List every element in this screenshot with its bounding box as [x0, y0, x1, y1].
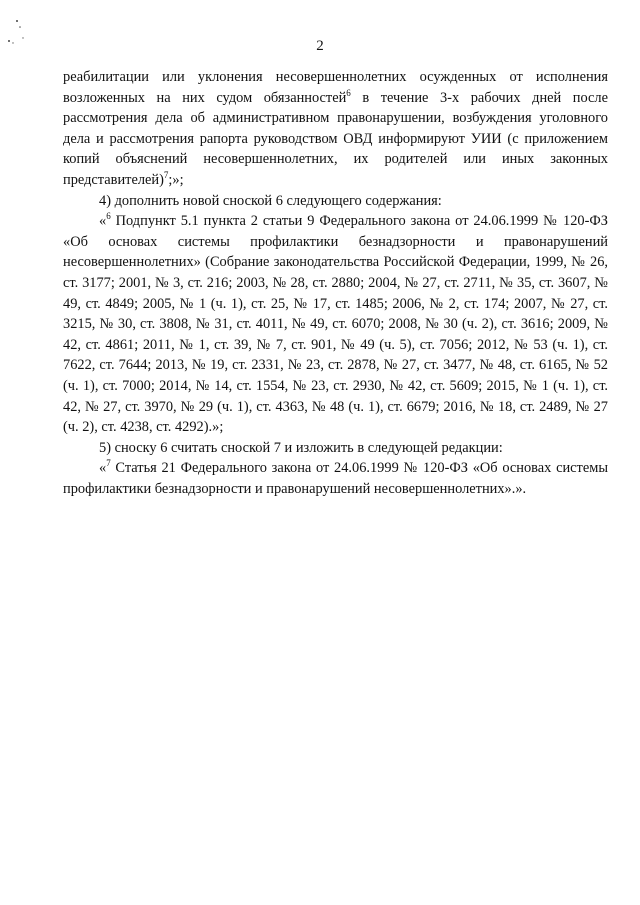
- text-run: «: [99, 213, 107, 230]
- footnote-ref: 7: [163, 169, 169, 180]
- paragraph: [63, 191, 608, 212]
- page-number: 2: [316, 38, 324, 54]
- text-run: Подпункт 5.1 пункта 2 статьи 9 Федерального закона от 24.06.1999 № 120-ФЗ «Об основах системы профилактики безнадзорности и правонарушений несовершеннолетних» (Собрание законодательства Российской Федерации, 1999, № 26, ст. 3177; 2001, № 3, ст. 216; 2003, № 28, ст. 2880; 2004, № 27, ст. 2711, № 35, ст. 3607, № 49, ст. 4849; 2005, № 1 (ч. 1), ст. 25, № 17, ст. 1485; 2006, № 2, ст. 174; 2007, № 27, ст. 3215, № 30, ст. 3808, № 31, ст. 4011, № 49, ст. 6070; 2008, № 30 (ч. 2), ст. 3616; 2009, № 42, ст. 4861; 2011, № 1, ст. 39, № 7, ст. 901, № 49 (ч. 5), ст. 7056; 2012, № 53 (ч. 1), ст. 7622, ст. 7644; 2013, № 19, ст. 2331, № 23, ст. 2878, № 27, ст. 3477, № 48, ст. 6165, № 52 (ч. 1), ст. 7000; 2014, № 14, ст. 1554, № 23, ст. 2930, № 42, ст. 5609; 2015, № 1 (ч. 1), ст. 42, № 27, ст. 3970, № 29 (ч. 1), ст. 4363, № 48 (ч. 1), ст. 6679; 2016, № 18, ст. 2489, № 27 (ч. 2), ст. 4238, ст. 4292).»;: [63, 213, 608, 436]
- text-run: реабилитации или уклонения несовершеннолетних осужденных от исполнения возложенных на них судом обязанностей: [63, 69, 608, 106]
- paragraph: [63, 67, 608, 191]
- paragraph: [63, 438, 608, 459]
- text-run: Статья 21 Федерального закона от 24.06.1999 № 120-ФЗ «Об основах системы профилактики безнадзорности и правонарушений несовершеннолетних».».: [63, 460, 608, 497]
- document-body: [63, 67, 608, 499]
- paragraph: [63, 211, 608, 438]
- text-run: в течение 3-х рабочих дней после рассмотрения дела об административном правонарушении, возбуждения уголовного дела и рассмотрения рапорта руководством ОВД информируют УИИ (с приложением копий объяснений несовершеннолетних, их родителей или иных законных представителей): [63, 89, 608, 188]
- text-run: ;»;: [168, 171, 184, 188]
- footnote-ref: 6: [346, 87, 351, 98]
- text-run: 5) сноску 6 считать сноской 7 и изложить в следующей редакции:: [99, 439, 503, 456]
- text-run: 4) дополнить новой сноской 6 следующего содержания:: [99, 192, 442, 209]
- footnote-ref: 7: [106, 458, 111, 469]
- text-run: «: [99, 460, 107, 477]
- paragraph: [63, 458, 608, 499]
- footnote-ref: 6: [106, 211, 111, 222]
